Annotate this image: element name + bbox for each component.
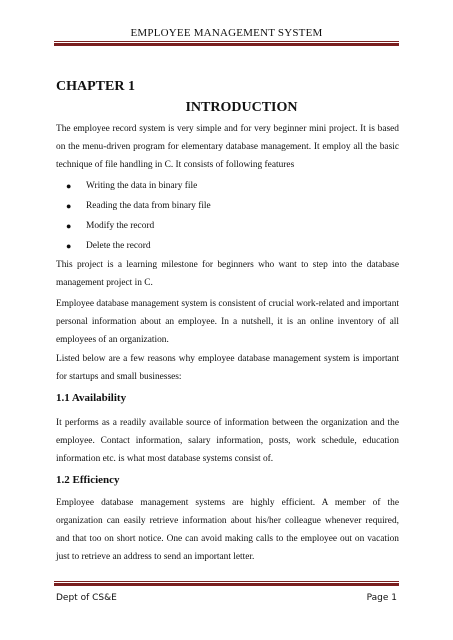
intro-paragraph: The employee record system is very simple and for very beginner mini project. It is based on the menu-driven program for elementary database management. It employ all the basic technique of file handling in C. It consists of following features — [56, 124, 399, 170]
header-rule-thick — [54, 43, 399, 46]
efficiency-paragraph: Employee database management systems are highly efficient. A member of the organization can easily retrieve information about his/her colleague whenever required, and that too on short notice. One can avoid making calls to the employee out on vacation just to retrieve an address to send an important letter. — [56, 498, 399, 562]
feature-item: ● Delete the record — [56, 236, 399, 256]
feature-list — [56, 176, 399, 256]
availability-paragraph: It performs as a readily available source of information between the organization and the employee. Contact information, salary information, posts, work schedule, education information etc. is what most database systems consist of. — [56, 418, 399, 464]
bullet-icon: ● — [66, 241, 72, 251]
running-header: EMPLOYEE MANAGEMENT SYSTEM — [130, 27, 323, 39]
page-number: Page 1 — [366, 593, 397, 603]
availability-heading: 1.1 Availability — [56, 392, 127, 404]
chapter-title: INTRODUCTION — [185, 100, 298, 115]
footer-rule-thick — [54, 583, 399, 586]
feature-item: ● Modify the record — [56, 216, 399, 236]
milestone-paragraph: This project is a learning milestone for beginners who want to step into the database management project in C. — [56, 260, 399, 288]
bullet-icon: ● — [66, 201, 72, 211]
chapter-label: CHAPTER 1 — [56, 79, 135, 94]
header-rule — [54, 41, 399, 42]
efficiency-heading: 1.2 Efficiency — [56, 474, 120, 486]
footer-department: Dept of CS&E — [56, 593, 117, 603]
feature-item: ● Writing the data in binary file — [56, 176, 399, 196]
bullet-icon: ● — [66, 181, 72, 191]
reasons-paragraph: Listed below are a few reasons why employee database management system is important for startups and small businesses: — [56, 354, 399, 382]
bullet-icon: ● — [66, 221, 72, 231]
consistent-paragraph: Employee database management system is consistent of crucial work-related and important personal information about an employee. In a nutshell, it is an online inventory of all employees of an organization. — [56, 299, 399, 345]
footer-rule — [54, 581, 399, 582]
feature-item: ● Reading the data from binary file — [56, 196, 399, 216]
